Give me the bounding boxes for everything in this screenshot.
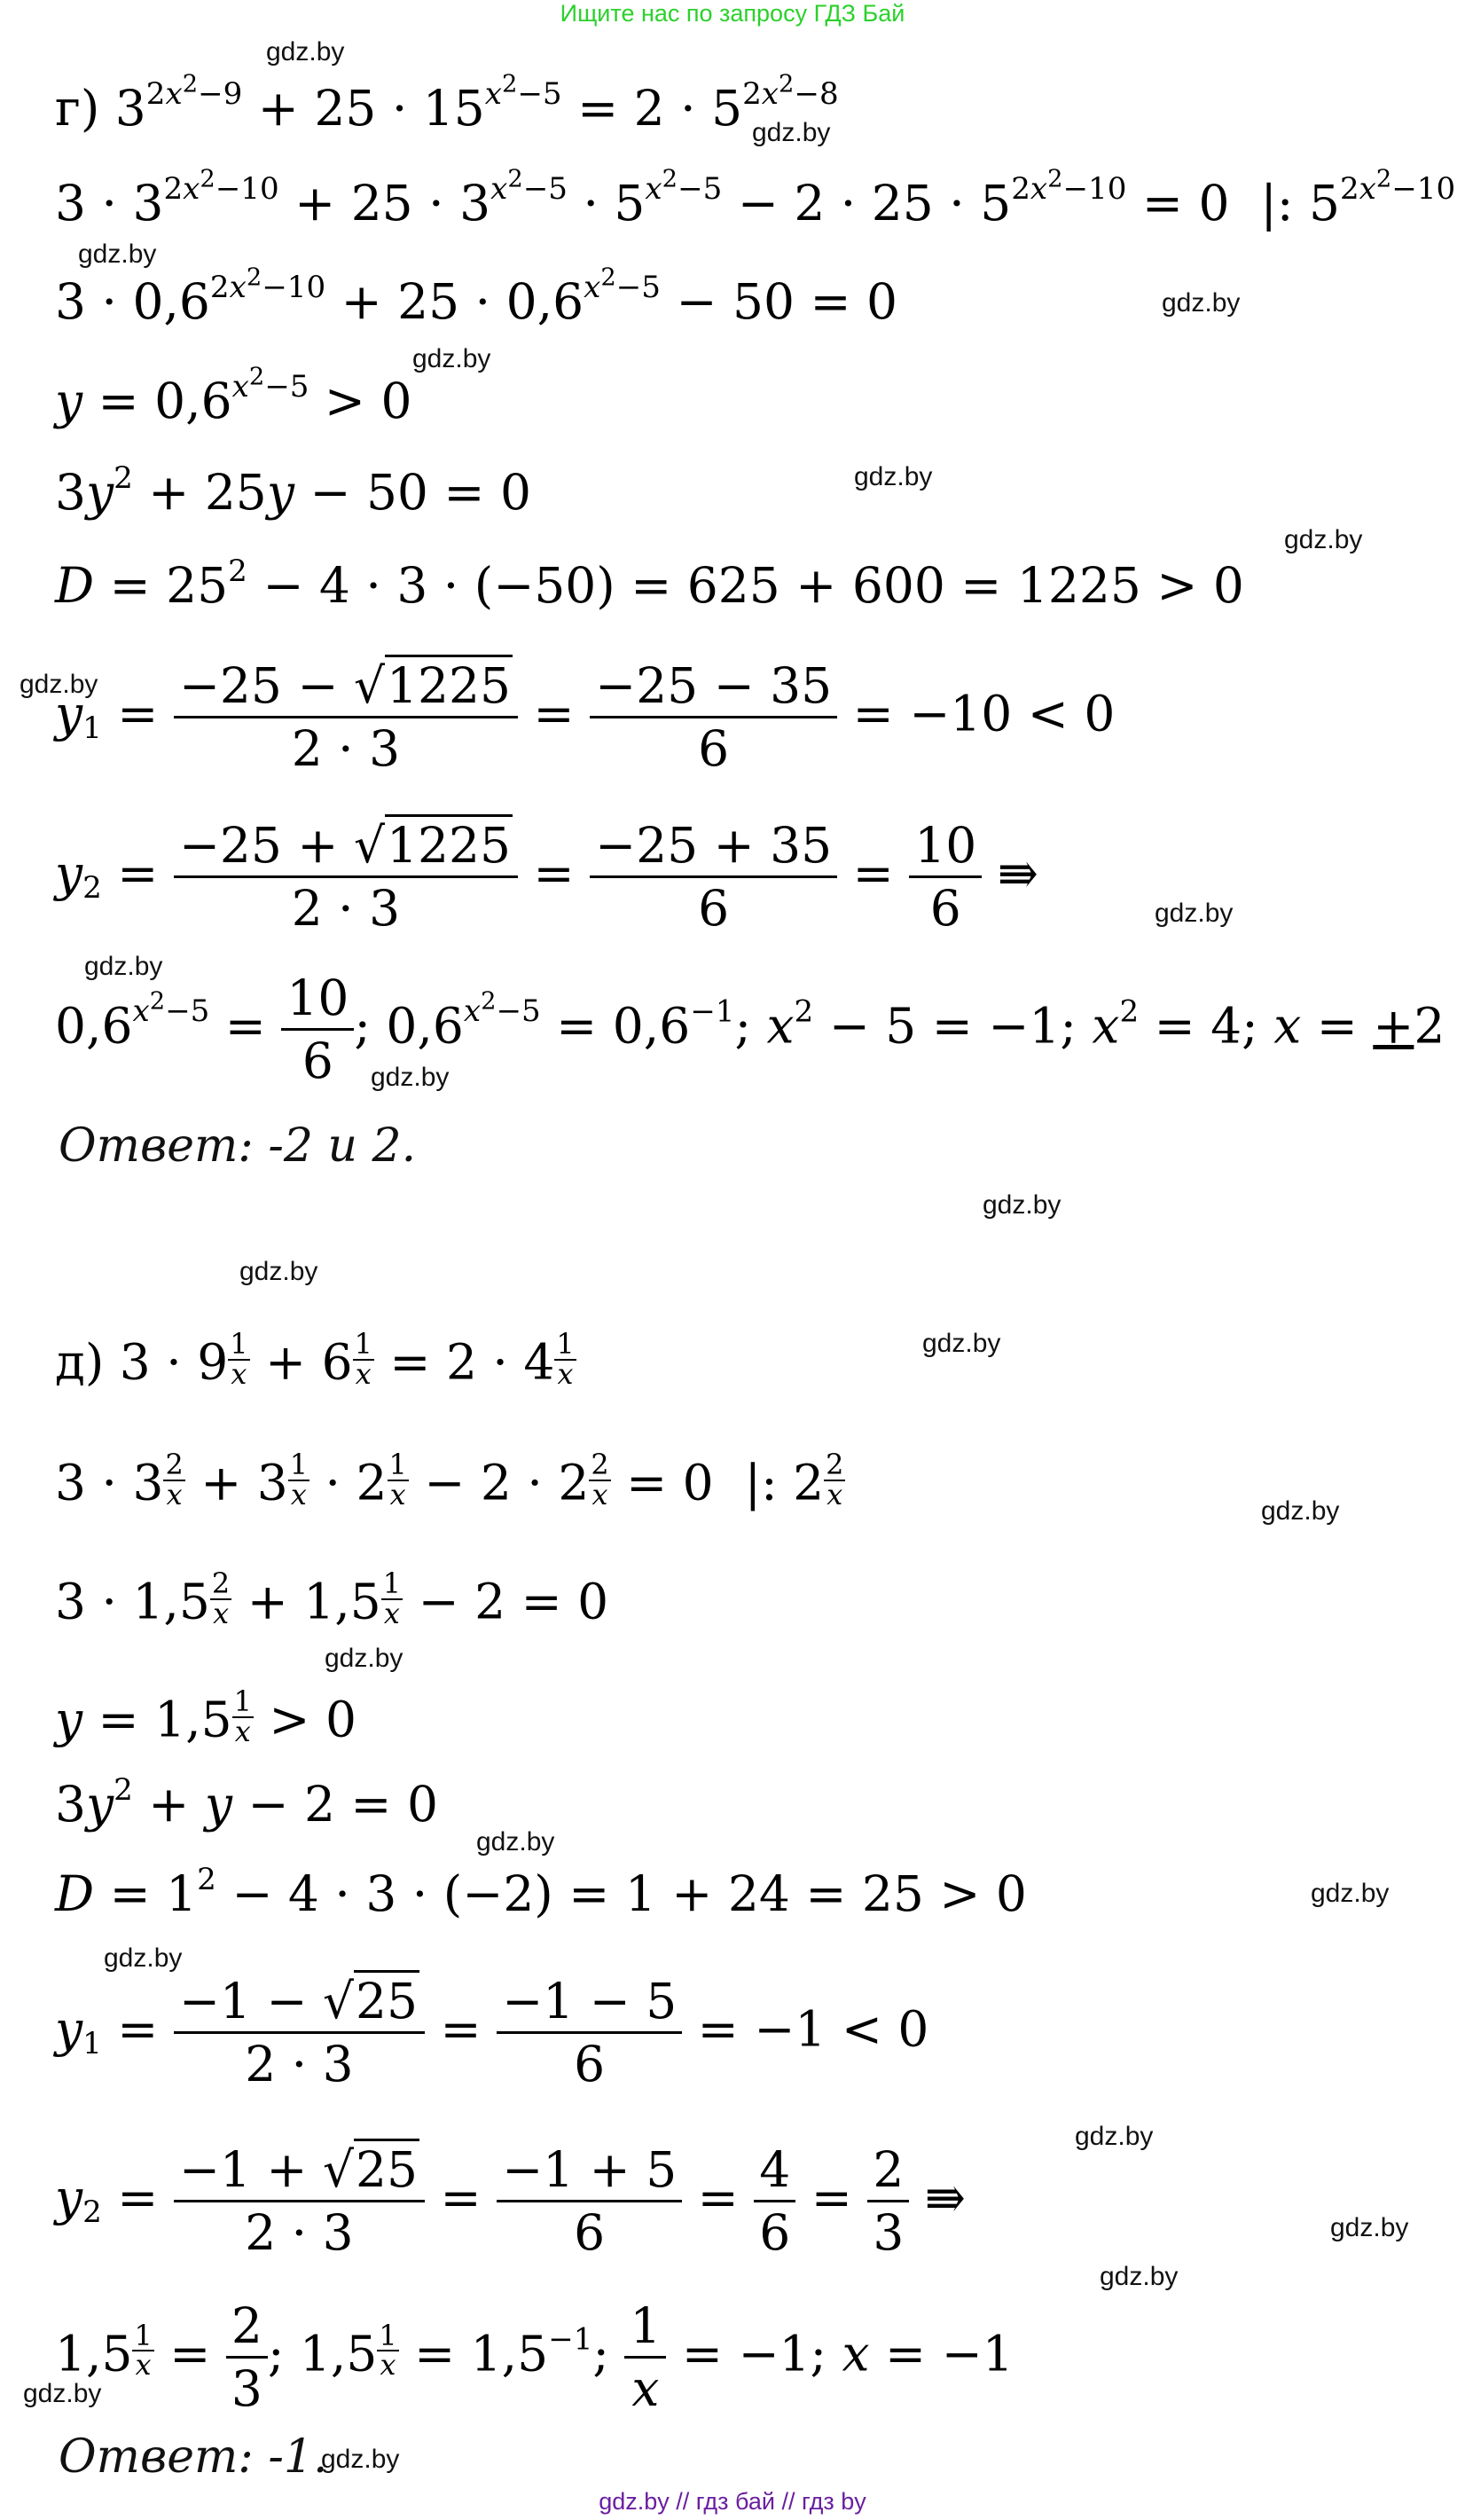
watermark: gdz.by xyxy=(325,1644,403,1673)
watermark: gdz.by xyxy=(476,1827,555,1857)
answer-d: Ответ: -1. xyxy=(59,2430,328,2484)
top-banner[interactable]: Ищите нас по запросу ГДЗ Бай xyxy=(560,0,905,27)
part-label: д) xyxy=(55,1333,105,1391)
equation-g-3: $3 \cdot 0,6^{2x^2-10} + 25 \cdot 0,6^{x^2-5} - 50 = 0$ xyxy=(55,263,897,330)
watermark: gdz.by xyxy=(1162,288,1241,318)
equation-d-9: 1,5 $\frac{1}{x}$ = $\frac{2}{3}$ ; 1,5 $\frac{1}{x}$ = $1,5^{-1}$; $\frac{1}{x}$ = −1; x = −1 xyxy=(55,2297,1014,2417)
equation-d-1: д) 3 · 9 $\frac{1}{x}$ + 6 $\frac{1}{x}$ = 2 · 4 $\frac{1}{x}$ xyxy=(55,1327,575,1391)
watermark: gdz.by xyxy=(922,1329,1001,1358)
equation-d-6: $D = 1^2 - 4 \cdot 3 \cdot (-2) = 1 + 24 = 25 > 0$ xyxy=(55,1862,1027,1922)
watermark: gdz.by xyxy=(266,37,345,67)
watermark: gdz.by xyxy=(104,1943,183,1973)
answer-g: Ответ: -2 и 2. xyxy=(59,1119,417,1173)
watermark: gdz.by xyxy=(20,670,98,699)
watermark: gdz.by xyxy=(412,344,491,373)
watermark: gdz.by xyxy=(752,118,831,147)
equation-d-4: y = 1,5 $\frac{1}{x}$ > 0 xyxy=(55,1684,356,1748)
equation-d-2: 3 · 3 $\frac{2}{x}$ + 3 $\frac{1}{x}$ · 2 $\frac{1}{x}$ − 2 · 2 $\frac{2}{x}$ = 0 |: 2 $\frac{2}{x}$ xyxy=(55,1448,844,1511)
watermark: gdz.by xyxy=(1330,2213,1409,2242)
watermark: gdz.by xyxy=(84,952,163,981)
equation-g-5: $3y^2 + 25y - 50 = 0$ xyxy=(55,460,531,521)
equation-d-8: $y_2$ = $\frac{-1 + √25}{2 \cdot 3}$ = $\frac{-1 + 5}{6}$ = $\frac{4}{6}$ = $\frac{2}{3}$ ⇛ xyxy=(55,2145,966,2259)
watermark: gdz.by xyxy=(983,1190,1062,1220)
watermark: gdz.by xyxy=(321,2445,400,2474)
watermark: gdz.by xyxy=(854,462,933,491)
equation-g-1: г) $3^{2x^2-9} + 25 \cdot 15^{x^2-5} = 2 \cdot 5^{2x^2-8}$ xyxy=(55,70,839,137)
watermark: gdz.by xyxy=(1284,525,1363,554)
watermark: gdz.by xyxy=(78,239,157,269)
watermark: gdz.by xyxy=(371,1063,450,1092)
watermark: gdz.by xyxy=(1075,2122,1154,2151)
equation-d-7: $y_1$ = $\frac{-1 - √25}{2 \cdot 3}$ = $\frac{-1 - 5}{6}$ = −1 < 0 xyxy=(55,1976,928,2091)
equation-d-5: $3y^2 + y - 2 = 0$ xyxy=(55,1772,438,1833)
equation-g-9: $0,6^{x^2-5}$ = $\frac{10}{6}$ ; $0,6^{x^2-5} = 0,6^{-1}$; $x^2 - 5 = -1$; $x^2 = 4$; x = +2 xyxy=(55,970,1445,1089)
watermark: gdz.by xyxy=(1100,2262,1179,2291)
footer-links[interactable]: gdz.by // гдз бай // гдз by xyxy=(599,2488,866,2515)
equation-g-8: $y_2$ = $\frac{-25 + √1225}{2 \cdot 3}$ = $\frac{-25 + 35}{6}$ = $\frac{10}{6}$ ⇛ xyxy=(55,820,1038,935)
equation-d-3: 3 · 1,5 $\frac{2}{x}$ + 1,5 $\frac{1}{x}$ − 2 = 0 xyxy=(55,1566,609,1630)
watermark: gdz.by xyxy=(23,2379,102,2408)
equation-g-7: $y_1$ = $\frac{-25 - √1225}{2 \cdot 3}$ = $\frac{-25 - 35}{6}$ = −10 < 0 xyxy=(55,661,1115,775)
watermark: gdz.by xyxy=(1155,899,1234,928)
equation-g-2: $3 \cdot 3^{2x^2-10} + 25 \cdot 3^{x^2-5} \cdot 5^{x^2-5} - 2 \cdot 25 \cdot 5^{2x^2-10} = 0$ |: $5^{2x^2-10}$ xyxy=(55,165,1456,232)
watermark: gdz.by xyxy=(239,1257,318,1286)
watermark: gdz.by xyxy=(1261,1496,1340,1526)
watermark: gdz.by xyxy=(1311,1879,1390,1908)
equation-g-4: $y = 0,6^{x^2-5} > 0$ xyxy=(55,363,412,429)
part-label: г) xyxy=(55,80,100,137)
equation-g-6: $D = 25^2 - 4 \cdot 3 \cdot (-50) = 625 + 600 = 1225 > 0$ xyxy=(55,553,1244,614)
